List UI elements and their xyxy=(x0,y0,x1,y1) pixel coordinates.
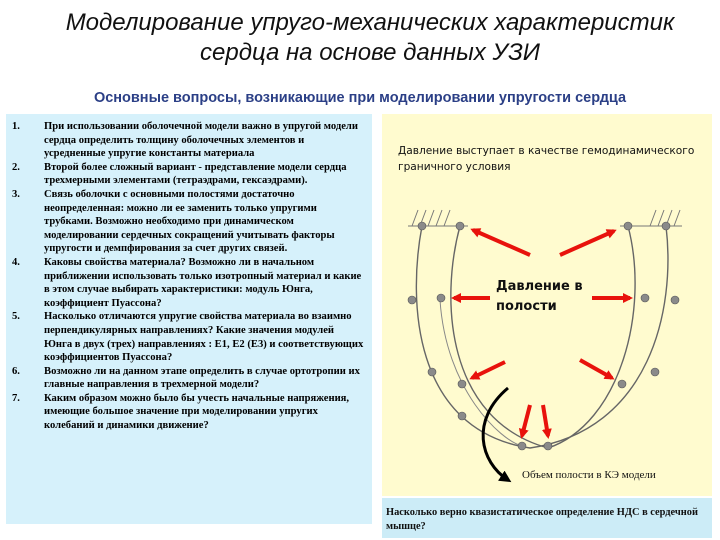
node xyxy=(437,294,445,302)
question-text: Связь оболочки с основными полостями достаточно неопределенная: можно ли ее заменить только упругими трубками. Возможно необходимо при динамическом моделировании сердечных сокращений учитывать факторы упругости и демпфирования за счет других связей. xyxy=(44,188,335,255)
question-number: 2. xyxy=(12,161,20,173)
question-text: Второй более сложный вариант - представление модели сердца трехмерными элементами (тетраэдрами, гексаэдрами). xyxy=(44,161,347,187)
cavity-volume-label: Объем полости в КЭ модели xyxy=(522,469,656,481)
question-number: 1. xyxy=(12,121,20,132)
question-number: 7. xyxy=(12,392,20,404)
node xyxy=(651,368,659,376)
node xyxy=(456,222,464,230)
node xyxy=(641,294,649,302)
cavity-pressure-label: Давление в полости xyxy=(496,279,583,314)
node xyxy=(618,380,626,388)
question-text: Возможно ли на данном этапе определить в случае ортотропии их главные направления в трехмерной модели? xyxy=(44,365,360,391)
node xyxy=(662,222,670,230)
node xyxy=(418,222,426,230)
node xyxy=(624,222,632,230)
node xyxy=(458,412,466,420)
node xyxy=(428,368,436,376)
pressure-arrow xyxy=(543,405,548,436)
question-text: При использовании оболочечной модели важно в упругой модели сердца определить толщину оболочечных элементов и усредненные упругие константы материала xyxy=(44,121,358,160)
question-number: 4. xyxy=(12,256,20,268)
question-text: Каким образом можно было бы учесть начальные напряжения, имеющие большое значение при моделировании упругих колебаний и динамики движение? xyxy=(44,392,350,432)
slide-title: Моделирование упруго-механических характеристик сердца на основе данных УЗИ xyxy=(65,9,675,66)
pressure-arrows xyxy=(454,230,630,436)
question-number: 3. xyxy=(12,188,20,200)
question-text: Каковы свойства материала? Возможно ли в начальном приближении использовать только изотропный материал и какие в этом случае выбирать характеристики: модуль Юнга, коэффициент Пуассона? xyxy=(44,256,362,309)
node xyxy=(518,442,526,450)
pressure-arrow xyxy=(522,405,530,436)
pressure-arrow xyxy=(560,231,614,255)
node xyxy=(408,296,416,304)
slide-subtitle: Основные вопросы, возникающие при моделировании упругости сердца xyxy=(93,90,627,106)
question-number: 5. xyxy=(12,311,20,323)
question-number: 6. xyxy=(12,365,20,377)
bottom-question: Насколько верно квазистатическое определение НДС в сердечной мышце? xyxy=(382,498,712,538)
pressure-arrow xyxy=(473,230,530,255)
node xyxy=(671,296,679,304)
pressure-arrow xyxy=(580,360,612,378)
node xyxy=(458,380,466,388)
question-text: Насколько отличаются упругие свойства материала во взаимно перпендикулярных направлениях? Какие значения модулей Юнга в двух (трех) направлениях : Е1, Е2 (Е3) и соответствующих коэффициентов Пуассона? xyxy=(44,311,364,364)
pressure-condition-label: Давление выступает в качестве гемодинамического граничного условия xyxy=(398,145,695,173)
pressure-arrow xyxy=(472,362,505,378)
node xyxy=(544,442,552,450)
